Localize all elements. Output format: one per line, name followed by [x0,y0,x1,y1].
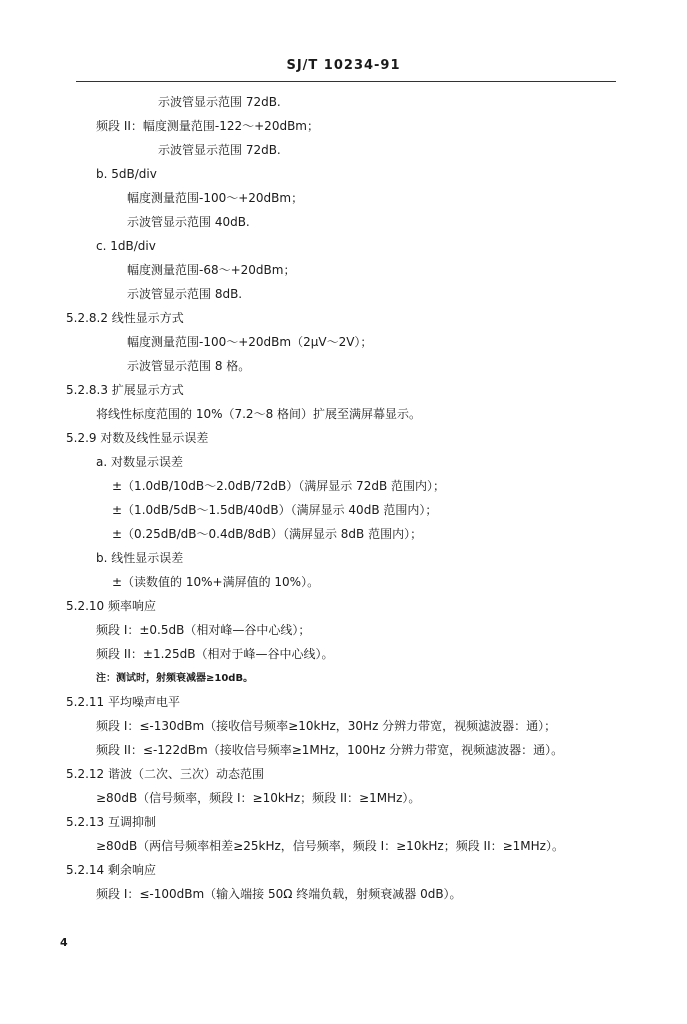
body-line: 频段 II：幅度测量范围-122～+20dBm； [96,119,319,133]
section-heading: 5.2.10 频率响应 [66,599,156,613]
section-heading: 5.2.11 平均噪声电平 [66,695,180,709]
page-number: 4 [60,936,68,949]
body-line: 频段 II：≤-122dBm（接收信号频率≥1MHz，100Hz 分辨力带宽，视频滤波器：通）。 [96,743,564,757]
section-heading: 5.2.13 互调抑制 [66,815,156,829]
list-item-a: a. 对数显示误差 [96,455,183,469]
section-heading: 5.2.14 剩余响应 [66,863,156,877]
body-line: ±（0.25dB/dB～0.4dB/8dB）（满屏显示 8dB 范围内）； [112,527,423,541]
section-heading: 5.2.9 对数及线性显示误差 [66,431,209,445]
header-rule [76,81,616,82]
body-line: 幅度测量范围-68～+20dBm； [127,263,296,277]
body-line: 频段 I：≤-100dBm（输入端接 50Ω 终端负载，射频衰减器 0dB）。 [96,887,462,901]
section-heading: 5.2.12 谐波（二次、三次）动态范围 [66,767,264,781]
body-line: 示波管显示范围 8 格。 [127,359,251,373]
body-line: 示波管显示范围 72dB. [158,95,281,109]
body-line: 频段 I：±0.5dB（相对峰—谷中心线）； [96,623,311,637]
body-line: ≥80dB（两信号频率相差≥25kHz，信号频率，频段 I：≥10kHz；频段 II：≥1MHz）。 [96,839,564,853]
body-line: 将线性标度范围的 10%（7.2～8 格间）扩展至满屏幕显示。 [96,407,422,421]
body-line: 频段 I：≤-130dBm（接收信号频率≥10kHz，30Hz 分辨力带宽，视频滤波器：通）； [96,719,557,733]
body-line: 频段 II：±1.25dB（相对于峰—谷中心线）。 [96,647,334,661]
list-item-b: b. 5dB/div [96,167,157,181]
section-heading: 5.2.8.3 扩展显示方式 [66,383,184,397]
body-line: 示波管显示范围 8dB. [127,287,243,301]
list-item-c: c. 1dB/div [96,239,156,253]
body-line: ±（1.0dB/5dB～1.5dB/40dB）（满屏显示 40dB 范围内）； [112,503,438,517]
body-line: 示波管显示范围 72dB. [158,143,281,157]
body-line: 幅度测量范围-100～+20dBm（2μV～2V）； [127,335,373,349]
list-item-b: b. 线性显示误差 [96,551,184,565]
body-line: ±（1.0dB/10dB～2.0dB/72dB）（满屏显示 72dB 范围内）； [112,479,445,493]
standard-code-header: SJ/T 10234-91 [286,58,401,73]
body-line: ±（读数值的 10%+满屏值的 10%）。 [112,575,320,589]
body-line: ≥80dB（信号频率，频段 I：≥10kHz；频段 II：≥1MHz）。 [96,791,421,805]
note-line: 注：测试时，射频衰减器≥10dB。 [96,673,254,684]
body-line: 幅度测量范围-100～+20dBm； [127,191,304,205]
section-heading: 5.2.8.2 线性显示方式 [66,311,184,325]
body-line: 示波管显示范围 40dB. [127,215,250,229]
